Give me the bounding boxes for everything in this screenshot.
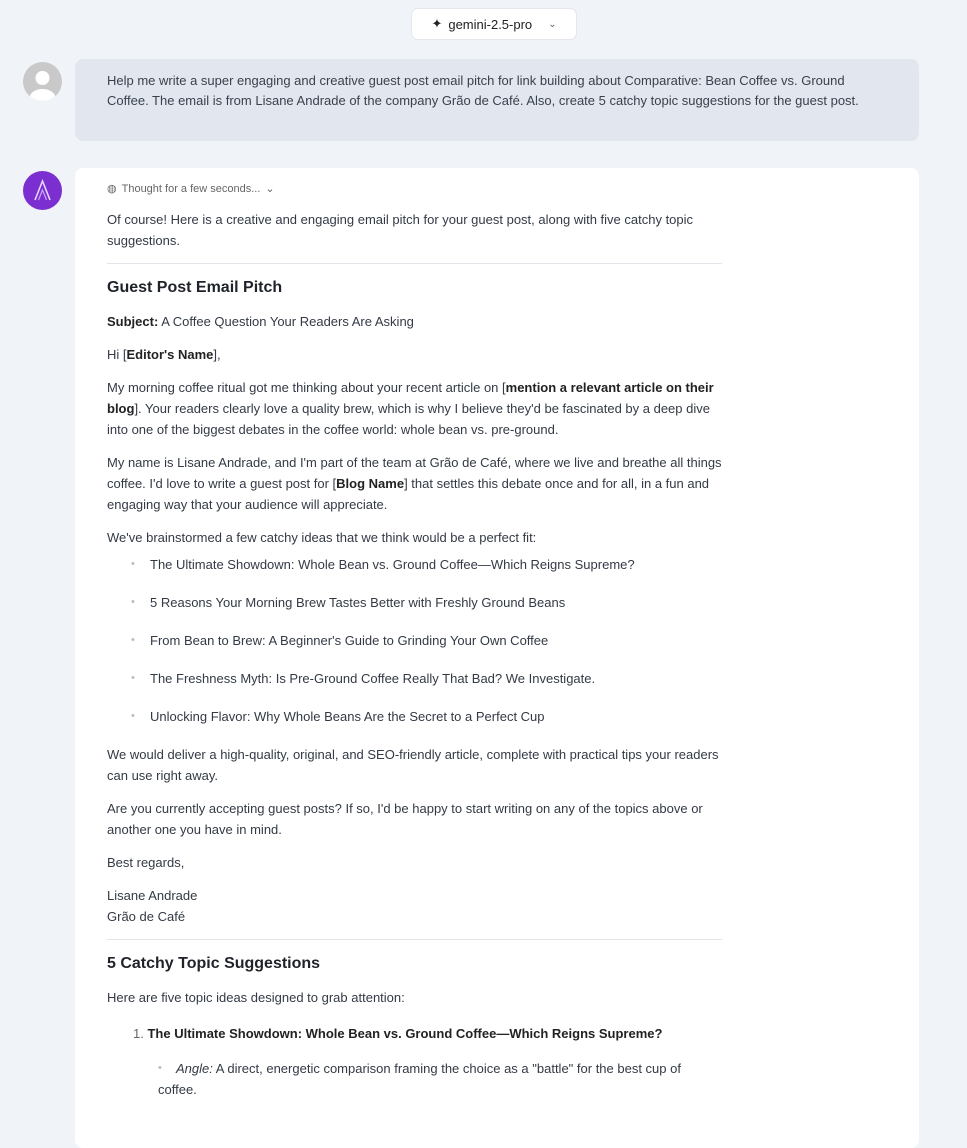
topics-intro: Here are five topic ideas designed to grab attention: [107,990,405,1005]
list-item: • From Bean to Brew: A Beginner's Guide to Grinding Your Own Coffee [107,630,722,665]
subject-line [107,311,722,332]
thought-label: Thought for a few seconds... [121,182,261,195]
user-avatar [23,62,62,101]
brain-icon: ◍ [107,182,117,195]
text: Hi [ [107,347,127,362]
signature-name: Lisane Andrade [107,888,198,903]
sparkle-icon: ✦ [431,16,443,31]
angle-text: A direct, energetic comparison framing the choice as a "battle" for the best cup of coffee. [158,1061,681,1097]
paragraph-3: We've brainstormed a few catchy ideas that we think would be a perfect fit: [107,530,537,545]
chevron-down-icon: ⌄ [548,18,557,30]
ideas-list [107,554,722,730]
assistant-avatar [23,171,62,210]
text: ], [213,347,221,362]
paragraph-1 [107,377,722,440]
bullet: • [158,1062,162,1074]
text: My name is Lisane Andrade, and I'm part of the team at Grão de Café, where we live and breathe all things coffee. I'd love to write a guest post for [ [107,455,722,491]
text: ] that settles this debate once and for all, in a fun and engaging way that your audience will appreciate. [107,476,710,512]
sub-list-item [107,1058,722,1100]
list-item: • Unlocking Flavor: Why Whole Beans Are the Secret to a Perfect Cup [107,706,722,730]
signature [107,885,722,927]
intro-text: Of course! Here is a creative and engaging email pitch for your guest post, along with five catchy topic suggestions. [107,212,694,248]
text-bold: mention a relevant article on their blog [107,380,714,416]
paragraph-5: Are you currently accepting guest posts? If so, I'd be happy to start writing on any of the topics above or another one you have in mind. [107,801,703,837]
list-item: • The Freshness Myth: Is Pre-Ground Coffee Really That Bad? We Investigate. [107,668,722,703]
user-message: Help me write a super engaging and creative guest post email pitch for link building about Comparative: Bean Coffee vs. Ground Coffee. The email is from Lisane Andrade of the company Grão de Café. Also, create 5 catchy topic suggestions for the guest post. [75,59,919,141]
subject-text: A Coffee Question Your Readers Are Asking [158,314,414,329]
list-item: • The Ultimate Showdown: Whole Bean vs. Ground Coffee—Which Reigns Supreme? [107,554,722,589]
signoff: Best regards, [107,855,185,870]
item-number: 1. [133,1026,144,1041]
text: My morning coffee ritual got me thinking about your recent article on [ [107,380,506,395]
subject-label: Subject: [107,314,159,329]
greeting [107,344,722,365]
signature-company: Grão de Café [107,909,186,924]
paragraph-4: We would deliver a high-quality, original, and SEO-friendly article, complete with practical tips your readers can use right away. [107,747,719,783]
angle-label: Angle: [176,1061,213,1076]
heading-topic-suggestions: 5 Catchy Topic Suggestions [107,955,321,972]
divider [107,939,722,940]
text-bold: Blog Name [336,476,405,491]
chevron-down-icon: ⌄ [265,182,275,195]
divider [107,263,722,264]
heading-email-pitch: Guest Post Email Pitch [107,279,283,296]
text-bold: Editor's Name [126,347,214,362]
model-selector[interactable] [411,8,577,40]
model-label: gemini-2.5-pro [448,16,533,32]
numbered-item [107,1023,722,1044]
list-item: • 5 Reasons Your Morning Brew Tastes Better with Freshly Ground Beans [107,592,722,627]
assistant-message [75,168,919,1148]
thought-toggle[interactable] [107,181,722,197]
paragraph-2 [107,452,722,515]
topic-title: The Ultimate Showdown: Whole Bean vs. Ground Coffee—Which Reigns Supreme? [147,1026,663,1041]
text: ]. Your readers clearly love a quality brew, which is why I believe they'd be fascinated by a deep dive into one of the biggest debates in the coffee world: whole bean vs. pre-ground. [107,401,710,437]
